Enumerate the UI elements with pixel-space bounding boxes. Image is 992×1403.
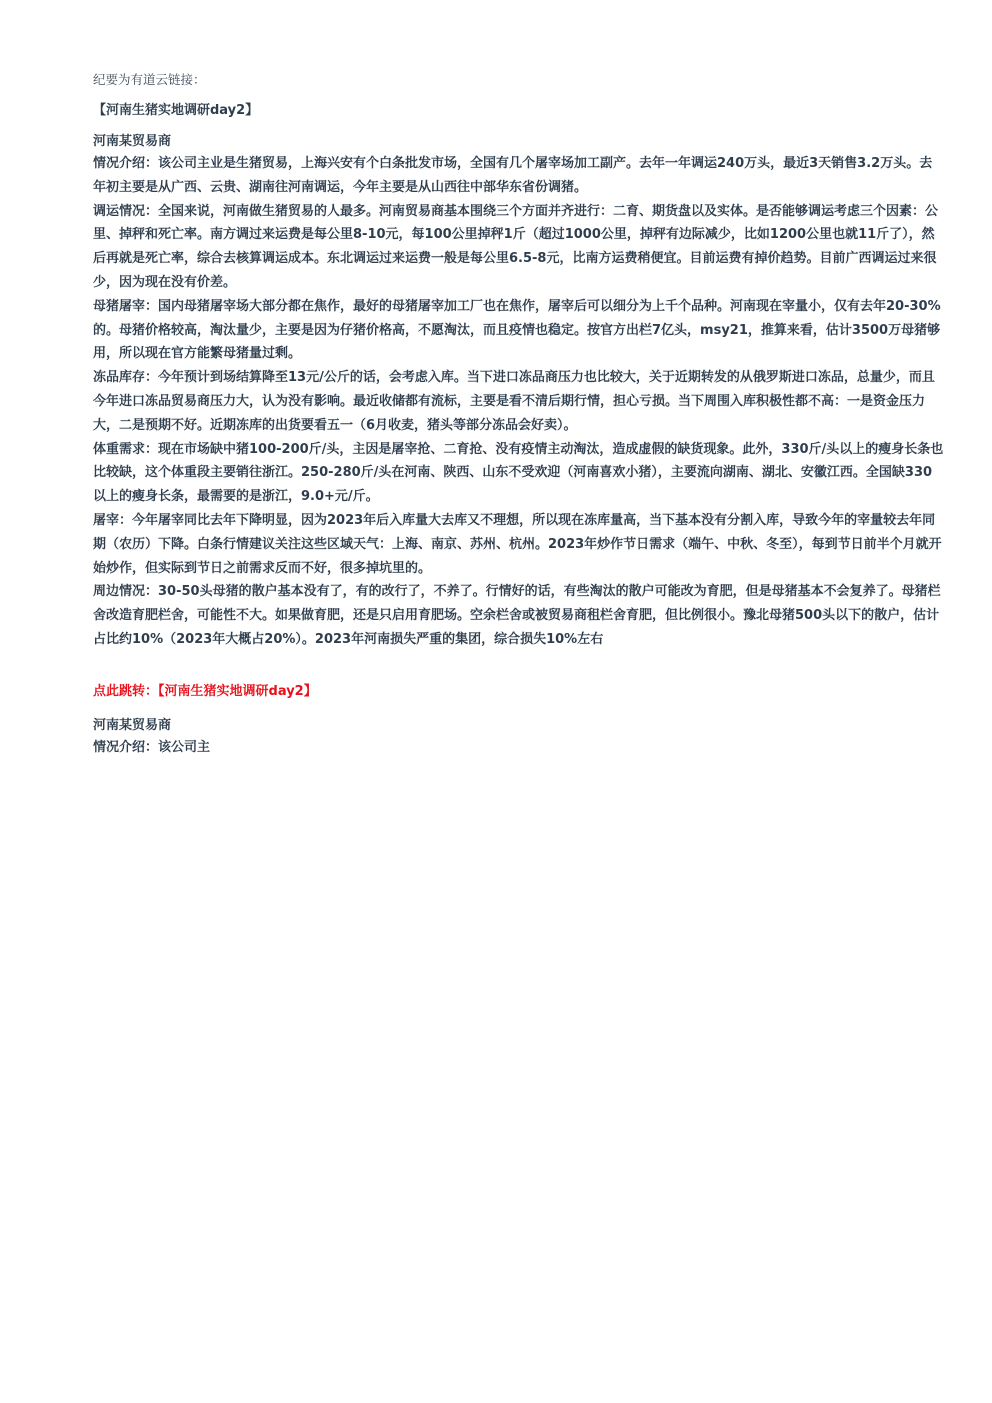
jump-line[interactable] bbox=[93, 682, 945, 702]
company-name: 河南某贸易商 bbox=[93, 134, 172, 149]
jump-prefix[interactable]: 点此跳转： bbox=[93, 683, 159, 699]
report-title: 【河南生猪实地调研day2】 bbox=[93, 103, 259, 118]
jump-link[interactable]: 【河南生猪实地调研day2】 bbox=[158, 683, 317, 699]
intro-partial: 情况介绍：该公司主 bbox=[93, 739, 211, 755]
paragraph-transport: 调运情况：全国来说，河南做生猪贸易的人最多。河南贸易商基本围绕三个方面并齐进行：二育、期货盘以及实体。是否能够调运考虑三个因素：公里、掉秤和死亡率。南方调过来运费是每公里8-10元，每100公里掉秤1斤（超过1000公里，掉秤有边际减少，比如1200公里也就11斤了），然后再就是死亡率，综合去核算调运成本。东北调运过来运费一般是每公里6.5-8元，比南方运费稍便宜。目前运费有掉价趋势。目前广西调运过来很少，因为现在没有价差。 bbox=[93, 203, 939, 290]
paragraph-slaughter: 屠宰：今年屠宰同比去年下降明显，因为2023年后入库量大去库又不理想，所以现在冻库量高，当下基本没有分割入库，导致今年的宰量较去年同期（农历）下降。白条行情建议关注这些区域天气：上海、南京、苏州、杭州。2023年炒作节日需求（端午、中秋、冬至），每到节日前半个月就开始炒作，但实际到节日之前需求反而不好，很多掉坑里的。 bbox=[93, 512, 942, 576]
paragraph-weight-demand: 体重需求：现在市场缺中猪100-200斤/头，主因是屠宰抢、二育抢、没有疫情主动淘汰，造成虚假的缺货现象。此外，330斤/头以上的瘦身长条也比较缺，这个体重段主要销往浙江。250-280斤/头在河南、陕西、山东不受欢迎（河南喜欢小猪），主要流向湖南、湖北、安徽江西。全国缺330以上的瘦身长条，最需要的是浙江，9.0+元/斤。 bbox=[93, 441, 944, 505]
paragraph-situation: 情况介绍：该公司主业是生猪贸易，上海兴安有个白条批发市场，全国有几个屠宰场加工副产。去年一年调运240万头，最近3天销售3.2万头。去年初主要是从广西、云贵、湖南往河南调运，今年主要是从山西往中部华东省份调猪。 bbox=[93, 156, 933, 195]
paragraph-sow-slaughter: 母猪屠宰：国内母猪屠宰场大部分都在焦作，最好的母猪屠宰加工厂也在焦作，屠宰后可以细分为上千个品种。河南现在宰量小，仅有去年20-30%的。母猪价格较高，淘汰量少，主要是因为仔猪价格高，不愿淘汰，而且疫情也稳定。按官方出栏7亿头，msy21，推算来看，估计3500万母猪够用，所以现在官方能繁母猪量过剩。 bbox=[93, 298, 941, 362]
company-name-repeat: 河南某贸易商 bbox=[93, 717, 172, 733]
paragraph-surroundings: 周边情况：30-50头母猪的散户基本没有了，有的改行了，不养了。行情好的话，有些淘汰的散户可能改为育肥，但是母猪基本不会复养了。母猪栏舍改造育肥栏舍，可能性不大。如果做育肥，还是只启用育肥场。空余栏舍或被贸易商租栏舍育肥，但比例很小。豫北母猪500头以下的散户，估计占比约10%（2023年大概占20%）。2023年河南损失严重的集团，综合损失10%左右 bbox=[93, 584, 941, 647]
document-page bbox=[93, 70, 945, 760]
intro-text: 纪要为有道云链接： bbox=[93, 72, 206, 87]
paragraph-frozen-inventory: 冻品库存：今年预计到场结算降至13元/公斤的话，会考虑入库。当下进口冻品商压力也比较大，关于近期转发的从俄罗斯进口冻品，总量少，而且今年进口冻品贸易商压力大，认为没有影响。最近收储都有流标，主要是看不清后期行情，担心亏损。当下周围入库积极性都不高：一是资金压力大，二是预期不好。近期冻库的出货要看五一（6月收麦，猪头等部分冻品会好卖）。 bbox=[93, 370, 935, 433]
